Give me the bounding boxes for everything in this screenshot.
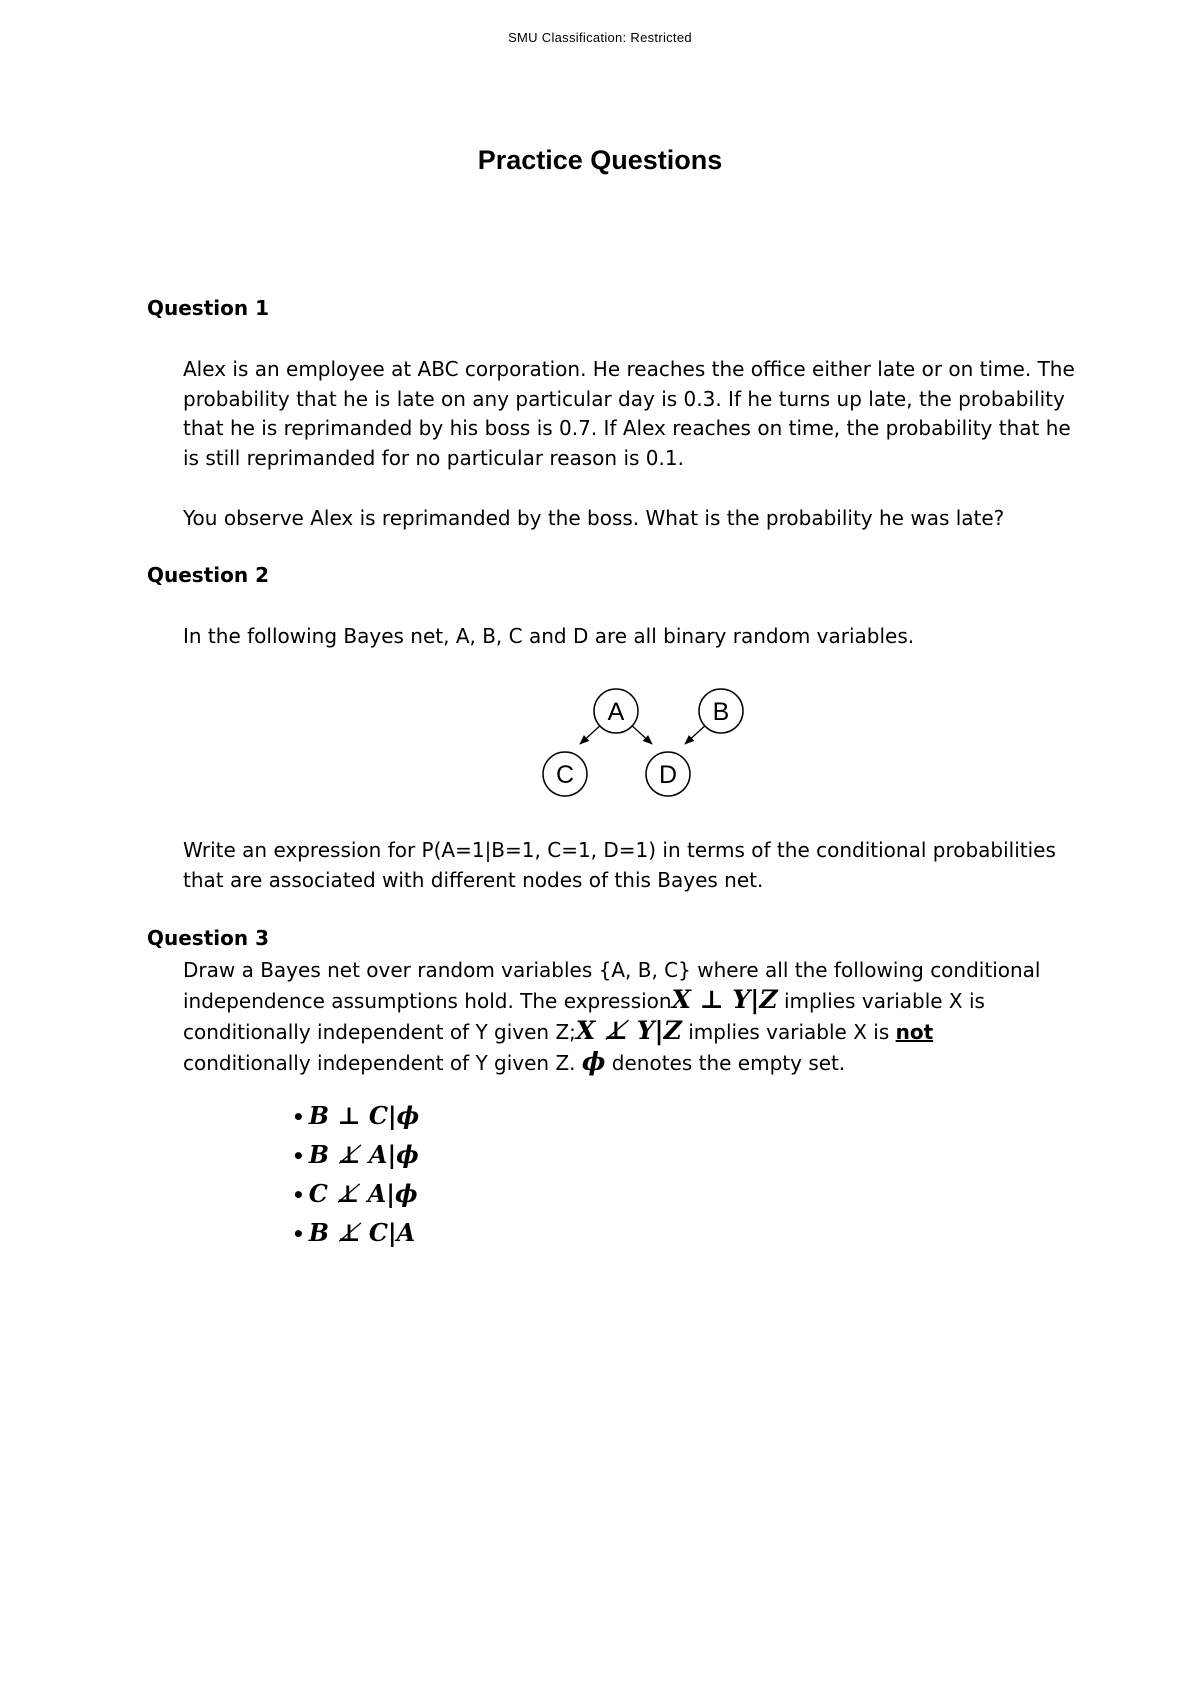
- question-2-ask-line-1: Write an expression for P(A=1|B=1, C=1, D=1) in terms of the conditional probabilities: [183, 838, 1056, 862]
- conditions-list: [292, 1096, 419, 1252]
- question-3-line-4-pre: conditionally independent of Y given Z.: [183, 1051, 582, 1075]
- node-c-label: C: [555, 761, 575, 789]
- node-d: [646, 752, 690, 796]
- node-b-label: B: [712, 698, 730, 726]
- question-3-line-2: [183, 985, 1063, 1016]
- question-2-ask-line-2: that are associated with different nodes of this Bayes net.: [183, 867, 764, 892]
- question-3-line-2-pre: independence assumptions hold. The expression: [183, 989, 672, 1013]
- question-1-line-2: probability that he is late on any particular day is 0.3. If he turns up late, the probability: [183, 386, 1065, 411]
- condition-text: B ⊥̸ C|A: [308, 1218, 416, 1247]
- question-2-ask: [183, 836, 1063, 895]
- bullet-icon: •: [292, 1183, 305, 1207]
- question-2-intro: [183, 622, 1063, 652]
- question-3-line-4-post: denotes the empty set.: [605, 1051, 846, 1075]
- condition-item-3: [292, 1174, 419, 1213]
- question-3-heading: Question 3: [147, 926, 269, 950]
- bullet-icon: •: [292, 1222, 305, 1246]
- question-3-line-3-pre: conditionally independent of Y given Z;: [183, 1020, 576, 1044]
- question-1-heading: Question 1: [147, 296, 269, 320]
- page-title: Practice Questions: [477, 145, 723, 175]
- question-3-body: [183, 955, 1063, 1078]
- classification-header: SMU Classification: Restricted: [508, 30, 692, 45]
- question-1-line-3: that he is reprimanded by his boss is 0.7. If Alex reaches on time, the probability that he: [183, 416, 1071, 440]
- independence-expression: X ⊥ Y|Z: [671, 985, 778, 1014]
- node-d-label: D: [658, 761, 678, 789]
- question-1-ask: [183, 504, 1063, 534]
- question-1-line-4: is still reprimanded for no particular reason is 0.1.: [183, 445, 684, 470]
- node-a-label: A: [607, 698, 625, 726]
- question-3-line-2-post: implies variable X is: [777, 989, 985, 1013]
- bayes-net-diagram: [530, 680, 760, 810]
- node-b: [699, 689, 743, 733]
- question-1-body: [183, 355, 1075, 473]
- dependence-expression: X ⊥̸ Y|Z: [575, 1016, 682, 1045]
- node-c: [543, 752, 587, 796]
- question-3-line-4: [183, 1047, 1063, 1078]
- question-3-line-3-post: implies variable X is: [681, 1020, 896, 1044]
- condition-text: C ⊥̸ A|ϕ: [308, 1179, 418, 1208]
- condition-text: B ⊥̸ A|ϕ: [308, 1140, 419, 1169]
- question-3-line-3: [183, 1016, 1063, 1047]
- question-3-line-1: Draw a Bayes net over random variables {A, B, C} where all the following conditional: [183, 958, 1041, 982]
- bullet-icon: •: [292, 1144, 305, 1168]
- condition-item-1: [292, 1096, 419, 1135]
- condition-item-4: [292, 1213, 419, 1252]
- question-1-ask-text: You observe Alex is reprimanded by the boss. What is the probability he was late?: [183, 506, 1005, 530]
- bullet-icon: •: [292, 1105, 305, 1129]
- not-emphasis: not: [895, 1020, 934, 1044]
- question-2-heading: Question 2: [147, 563, 269, 587]
- condition-item-2: [292, 1135, 419, 1174]
- node-a: [594, 689, 638, 733]
- condition-text: B ⊥ C|ϕ: [308, 1101, 420, 1130]
- question-1-line-1: Alex is an employee at ABC corporation. He reaches the office either late or on time. The: [183, 357, 1075, 381]
- question-2-intro-text: In the following Bayes net, A, B, C and D are all binary random variables.: [183, 624, 915, 648]
- empty-set-symbol: ϕ: [581, 1047, 606, 1076]
